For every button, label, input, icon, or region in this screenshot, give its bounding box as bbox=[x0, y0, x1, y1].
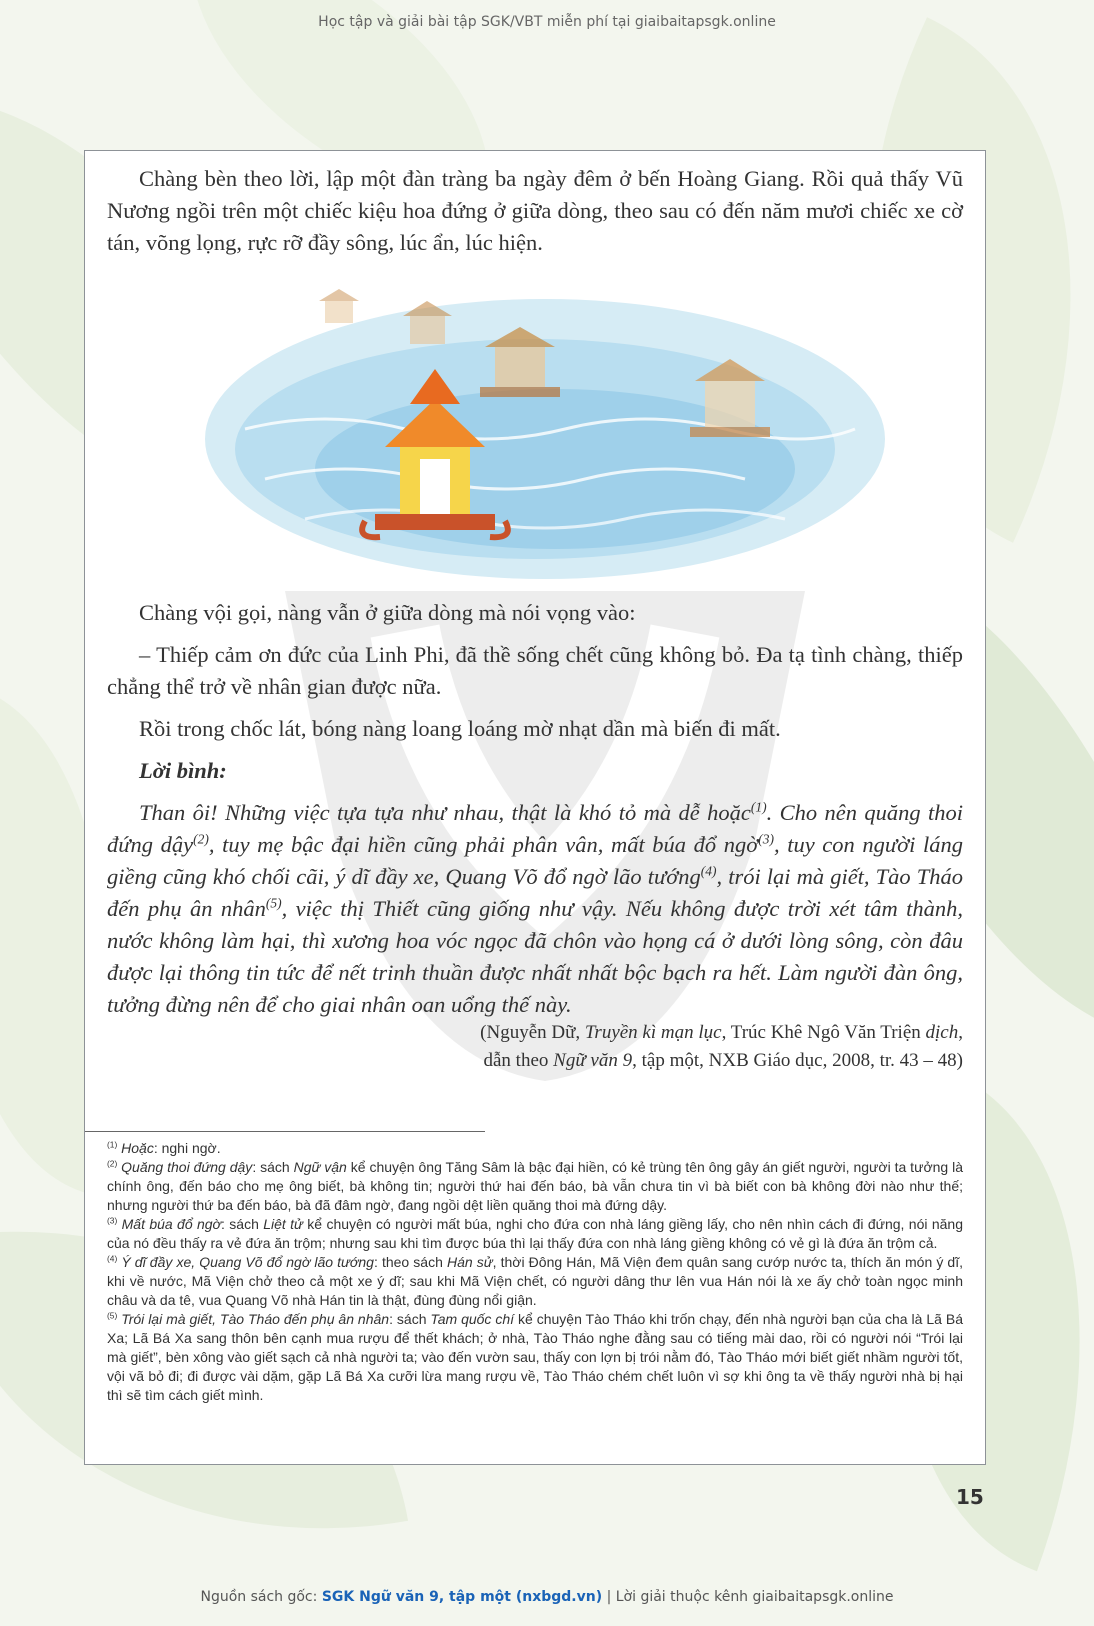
source-text: , tập một, NXB Giáo dục, 2008, tr. 43 – 48) bbox=[632, 1050, 963, 1071]
footnote-term: Quăng thoi đứng dậy bbox=[121, 1159, 253, 1175]
footer-suffix: | Lời giải thuộc kênh giaibaitapsgk.online bbox=[602, 1589, 894, 1605]
footer-note bbox=[0, 1589, 1094, 1605]
footnote-ref: (4) bbox=[700, 863, 717, 879]
footnote-text: kể chuyện có người mất búa, nghi cho đứa con nhà láng giềng lấy, cho nên nhìn cách đi đứng, nói năng của nó đều thấy ra vẻ đứa ăn trộm; nhưng sau khi tìm được búa thì lại thấy đứa con nhà láng giềng không có vẻ gì là đứa ăn trộm cả. bbox=[107, 1216, 963, 1251]
footnote-1 bbox=[107, 1139, 963, 1158]
footnote-term: Trói lại mà giết, Tào Tháo đến phụ ân nhân bbox=[121, 1311, 390, 1327]
footnote-number: (2) bbox=[107, 1158, 118, 1169]
commentary-segment: . Cho nên quăng thoi đứng dậy bbox=[107, 800, 963, 857]
source-title: Ngữ văn 9 bbox=[553, 1050, 633, 1071]
source-title: Truyền kì mạn lục bbox=[584, 1022, 722, 1043]
paragraph-1: Chàng bèn theo lời, lập một đàn tràng ba ngày đêm ở bến Hoàng Giang. Rồi quả thấy Vũ Nương ngồi trên một chiếc kiệu hoa đứng ở giữa dòng, theo sau có đến năm mươi chiếc xe cờ tán, võng lọng, rực rỡ đầy sông, lúc ẩn, lúc hiện. bbox=[107, 166, 963, 255]
footnote-term: Mất búa đổ ngờ bbox=[121, 1216, 222, 1232]
footnote-4 bbox=[107, 1253, 963, 1310]
source-line-2 bbox=[263, 1047, 963, 1075]
footnote-text: kể chuyện Tào Tháo khi trốn chạy, đến nhà người bạn của cha là Lã Bá Xa; Lã Bá Xa sang thôn bên cạnh mua rượu để thết khách; ở nhà, Tào Tháo nghe đằng sau có tiếng mài dao, rồi có người nói “Trói lại mà giết”, bèn xông vào giết sạch cả nhà người ta; vào đến vườn sau, thấy con lợn bị trói nằm đó, Tào Tháo mới biết giết nhầm người tốt, vội vã bỏ đi; đi được vài dặm, gặp Lã Bá Xa cưỡi lừa mang rượu về, Tào Tháo chém chết luôn vì sợ khi ông ta về thấy người nhà bị hại thì sẽ tìm cách giết mình. bbox=[107, 1311, 963, 1403]
source-line-1 bbox=[263, 1019, 963, 1047]
footnote-text: , thời Đông Hán, Mã Viện đem quân sang cướp nước ta, thích ăn món ý dĩ, khi về nước, Mã Viện chở theo cả một xe ý dĩ; sau khi Mã Viện chết, có người dâng thư lên vua Hán nói là xe ấy chở toàn ngọc minh châu và da tê, vua Quang Võ nhà Hán tin là thật, đùng đùng nổi giận. bbox=[107, 1254, 963, 1308]
footnote-text: : sách bbox=[221, 1216, 264, 1232]
footnote-book: Liệt tử bbox=[263, 1216, 303, 1232]
footnote-text: : sách bbox=[252, 1159, 294, 1175]
footnote-text: : theo sách bbox=[373, 1254, 447, 1270]
footnote-number: (5) bbox=[107, 1310, 118, 1321]
footnote-3 bbox=[107, 1215, 963, 1253]
content-box bbox=[84, 150, 986, 1465]
source-text: , bbox=[958, 1022, 963, 1043]
footnote-number: (1) bbox=[107, 1139, 118, 1150]
footnote-number: (3) bbox=[107, 1215, 118, 1226]
footnote-text: : nghi ngờ. bbox=[153, 1140, 221, 1156]
footnote-text: kể chuyện ông Tăng Sâm là bậc đại hiền, có kẻ trùng tên ông gây án giết người, người ta tưởng là chính ông, đến báo cho mẹ ông biết, bà không tin; người thứ hai đến báo, bà vẫn chưa tin vì bà biết con bà không đời nào như thế; nhưng người thứ ba đến báo, bà đã đâm ngờ, đang ngồi dệt liền quăng thoi mà đứng dậy. bbox=[107, 1159, 964, 1213]
footnote-book: Hán sử bbox=[446, 1254, 493, 1270]
footnote-ref: (1) bbox=[750, 799, 767, 815]
footnote-term: Ý dĩ đầy xe, Quang Võ đổ ngờ lão tướng bbox=[121, 1254, 374, 1270]
paragraph-2: Chàng vội gọi, nàng vẫn ở giữa dòng mà nói vọng vào: bbox=[139, 600, 636, 625]
header-note: Học tập và giải bài tập SGK/VBT miễn phí tại giaibaitapsgk.online bbox=[318, 14, 776, 30]
source-text: dẫn theo bbox=[483, 1050, 554, 1071]
footnote-2 bbox=[107, 1158, 963, 1215]
footnote-number: (4) bbox=[107, 1253, 118, 1264]
commentary-segment: , tuy mẹ bậc đại hiền cũng phải phân vân, mất búa đổ ngờ bbox=[208, 832, 759, 857]
footnote-divider bbox=[85, 1131, 485, 1132]
commentary-segment: Than ôi! Những việc tựa tựa như nhau, thật là khó tỏ mà dễ hoặc bbox=[139, 800, 751, 825]
paragraph-4: Rồi trong chốc lát, bóng nàng loang loáng mờ nhạt dần mà biến đi mất. bbox=[139, 716, 781, 741]
source-text: (Nguyễn Dữ, bbox=[480, 1022, 585, 1043]
footnote-term: Hoặc bbox=[121, 1140, 154, 1156]
commentary-segment: , việc thị Thiết cũng giống như vậy. Nếu không được trời xét tâm thành, nước không làm hại, thì xương hoa vóc ngọc đã chôn vào họng cá ở dưới lòng sông, còn đâu được lại thông tin tức để nết trinh thuần được nhất nhất bộc bạch ra hết. Làm người đàn ông, tưởng đừng nên để cho giai nhân oan uổng thế này. bbox=[107, 896, 963, 1017]
commentary-segment: , trói lại mà giết, Tào Tháo đến phụ ân nhân bbox=[107, 864, 963, 921]
page-number: 15 bbox=[956, 1485, 984, 1509]
footnote-ref: (3) bbox=[758, 831, 774, 847]
commentary-segment: , tuy con người láng giềng cũng khó chối cãi, ý dĩ đầy xe, Quang Võ đổ ngờ lão tướng bbox=[107, 832, 963, 889]
source-text: dịch bbox=[925, 1022, 959, 1043]
footnote-book: Ngữ vận bbox=[293, 1159, 347, 1175]
footer-book-link[interactable]: SGK Ngữ văn 9, tập một (nxbgd.vn) bbox=[321, 1589, 603, 1605]
footnote-ref: (5) bbox=[265, 895, 282, 911]
river-procession-illustration bbox=[205, 269, 885, 589]
footnote-text: : sách bbox=[389, 1311, 431, 1327]
footnote-ref: (2) bbox=[193, 831, 209, 847]
source-text: , Trúc Khê Ngô Văn Triện bbox=[721, 1022, 926, 1043]
footnote-book: Tam quốc chí bbox=[430, 1311, 515, 1327]
commentary-heading: Lời bình: bbox=[139, 758, 227, 783]
footer-prefix: Nguồn sách gốc: bbox=[200, 1589, 322, 1605]
footnote-5 bbox=[107, 1310, 963, 1405]
paragraph-3: – Thiếp cảm ơn đức của Linh Phi, đã thề sống chết cũng không bỏ. Đa tạ tình chàng, thiếp chẳng thể trở về nhân gian được nữa. bbox=[107, 642, 963, 699]
footnotes bbox=[107, 1139, 963, 1405]
source-citation bbox=[263, 1019, 963, 1075]
commentary-text bbox=[107, 797, 963, 1021]
